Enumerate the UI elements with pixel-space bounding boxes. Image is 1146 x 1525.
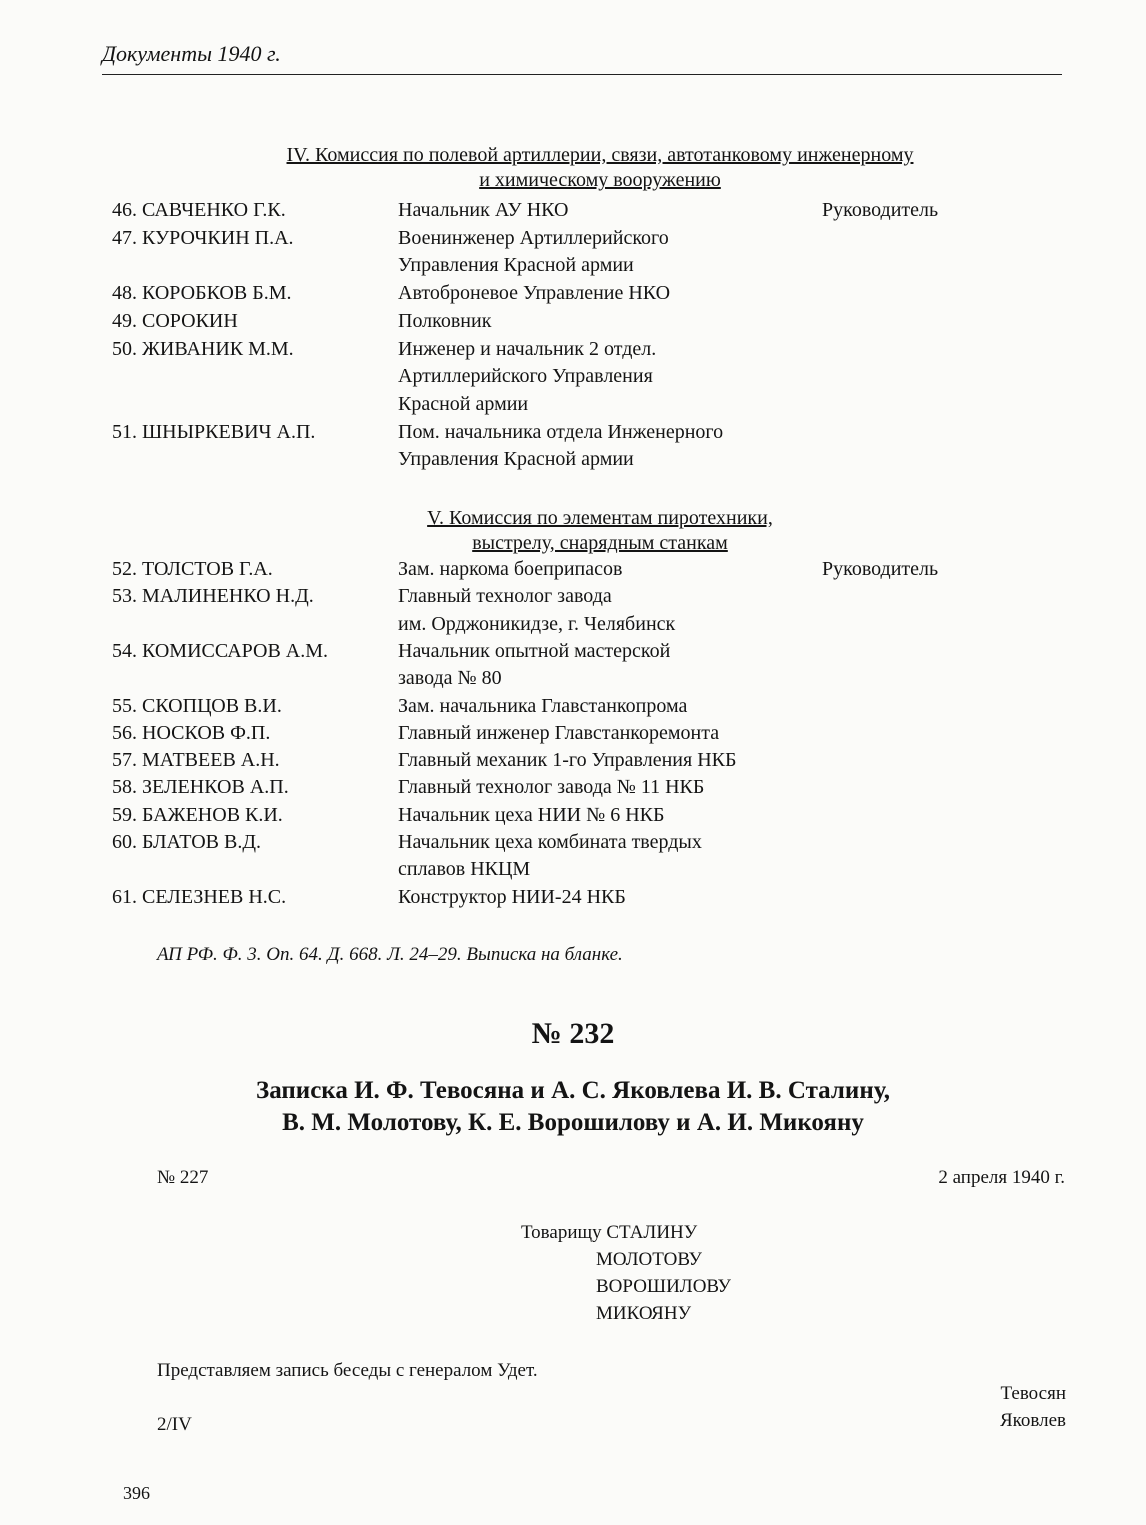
member-position: Военинженер Артиллерийского xyxy=(398,226,669,249)
member-position: Главный технолог завода xyxy=(398,585,612,608)
member-name: 54. КОМИССАРОВ А.М. xyxy=(112,639,329,662)
section-4-title xyxy=(140,143,1060,193)
document-number: № 232 xyxy=(531,1017,615,1050)
member-name: 50. ЖИВАНИК М.М. xyxy=(112,337,294,360)
list-row xyxy=(0,693,1146,719)
addressee-line: Товарищу СТАЛИНУ xyxy=(521,1222,698,1243)
member-position: Зам. начальника Главстанкопрома xyxy=(398,694,688,717)
member-position: Главный инженер Главстанкоремонта xyxy=(398,721,720,744)
member-position: завода № 80 xyxy=(398,667,502,690)
list-row xyxy=(0,774,1146,800)
member-name: 58. ЗЕЛЕНКОВ А.П. xyxy=(112,776,289,799)
archival-source-note: АП РФ. Ф. 3. Оп. 64. Д. 668. Л. 24–29. Выписка на бланке. xyxy=(157,944,623,965)
section-4-title-line2: и химическому вооружению xyxy=(479,169,721,191)
member-position: Управления Красной армии xyxy=(398,448,634,471)
section-5-title xyxy=(140,506,1060,556)
running-header: Документы 1940 г. xyxy=(102,40,1062,75)
member-name: 49. СОРОКИН xyxy=(112,309,238,332)
section-4-title-line1: IV. Комиссия по полевой артиллерии, связи, автотанковому инженерному xyxy=(286,144,914,166)
list-row xyxy=(0,802,1146,828)
body-text: Представляем запись беседы с генералом Удет. xyxy=(157,1360,538,1381)
member-name: 46. САВЧЕНКО Г.К. xyxy=(112,199,286,221)
list-row xyxy=(0,638,1146,664)
document-title-line1: Записка И. Ф. Тевосяна и А. С. Яковлева И. В. Сталину, xyxy=(256,1077,890,1104)
member-position: Автоброневое Управление НКО xyxy=(398,282,671,305)
list-row xyxy=(0,225,1146,251)
member-name: 59. БАЖЕНОВ К.И. xyxy=(112,803,283,826)
document-title-line2: В. М. Молотову, К. Е. Ворошилову и А. И. Микояну xyxy=(282,1109,864,1136)
list-row xyxy=(0,391,1146,417)
member-position: Главный механик 1-го Управления НКБ xyxy=(398,749,737,772)
list-row xyxy=(0,747,1146,773)
member-position: Начальник АУ НКО xyxy=(398,199,569,221)
list-row xyxy=(0,720,1146,746)
section-5-title-line2: выстрелу, снарядным станкам xyxy=(472,532,728,554)
member-name: 56. НОСКОВ Ф.П. xyxy=(112,721,271,744)
list-row xyxy=(0,197,1146,223)
page-number: 396 xyxy=(123,1483,150,1503)
dated-mark: 2/IV xyxy=(157,1414,192,1435)
member-position: Полковник xyxy=(398,309,492,332)
member-name: 51. ШНЫРКЕВИЧ А.П. xyxy=(112,420,316,443)
section-5-title-line1: V. Комиссия по элементам пиротехники, xyxy=(427,507,773,529)
list-row xyxy=(0,665,1146,691)
member-name: 55. СКОПЦОВ В.И. xyxy=(112,694,282,717)
list-row xyxy=(0,884,1146,910)
list-row xyxy=(0,252,1146,278)
member-name: 60. БЛАТОВ В.Д. xyxy=(112,831,261,853)
member-name: 52. ТОЛСТОВ Г.А. xyxy=(112,558,273,580)
member-position: Управления Красной армии xyxy=(398,254,634,277)
addressee-block xyxy=(521,1219,731,1327)
member-role: Руководитель xyxy=(822,199,939,221)
list-row xyxy=(0,308,1146,334)
addressee-line: ВОРОШИЛОВУ xyxy=(596,1276,731,1297)
member-position: им. Орджоникидзе, г. Челябинск xyxy=(398,612,676,635)
signature-tevosyan: Тевосян xyxy=(1000,1383,1066,1404)
member-position: Конструктор НИИ-24 НКБ xyxy=(398,885,626,908)
signature-yakovlev: Яковлев xyxy=(999,1410,1066,1431)
list-row xyxy=(0,363,1146,389)
member-position: Инженер и начальник 2 отдел. xyxy=(398,337,657,360)
outgoing-number: № 227 xyxy=(157,1167,209,1188)
list-row xyxy=(0,583,1146,609)
member-position: Артиллерийского Управления xyxy=(398,365,653,388)
member-position: Начальник опытной мастерской xyxy=(398,639,671,662)
member-role: Руководитель xyxy=(822,558,939,580)
member-position: Пом. начальника отдела Инженерного xyxy=(398,420,724,443)
member-position: сплавов НКЦМ xyxy=(398,858,531,881)
member-name: 47. КУРОЧКИН П.А. xyxy=(112,226,294,249)
list-row xyxy=(0,280,1146,306)
member-name: 57. МАТВЕЕВ А.Н. xyxy=(112,749,280,772)
member-position: Начальник цеха НИИ № 6 НКБ xyxy=(398,803,665,826)
member-name: 53. МАЛИНЕНКО Н.Д. xyxy=(112,585,314,608)
member-name: 48. КОРОБКОВ Б.М. xyxy=(112,282,292,305)
member-position: Красной армии xyxy=(398,392,529,415)
list-row xyxy=(0,446,1146,472)
member-position: Начальник цеха комбината твердых xyxy=(398,831,702,853)
list-row xyxy=(0,336,1146,362)
member-name: 61. СЕЛЕЗНЕВ Н.С. xyxy=(112,885,287,908)
document-title xyxy=(0,1075,1146,1139)
list-row xyxy=(0,611,1146,637)
addressee-line: МОЛОТОВУ xyxy=(596,1249,702,1270)
member-position: Главный технолог завода № 11 НКБ xyxy=(398,776,705,799)
member-position: Зам. наркома боеприпасов xyxy=(398,558,623,580)
list-row xyxy=(0,856,1146,882)
list-row xyxy=(0,556,1146,582)
document-date: 2 апреля 1940 г. xyxy=(938,1167,1065,1188)
list-row xyxy=(0,829,1146,855)
addressee-line: МИКОЯНУ xyxy=(596,1303,692,1324)
list-row xyxy=(0,419,1146,445)
